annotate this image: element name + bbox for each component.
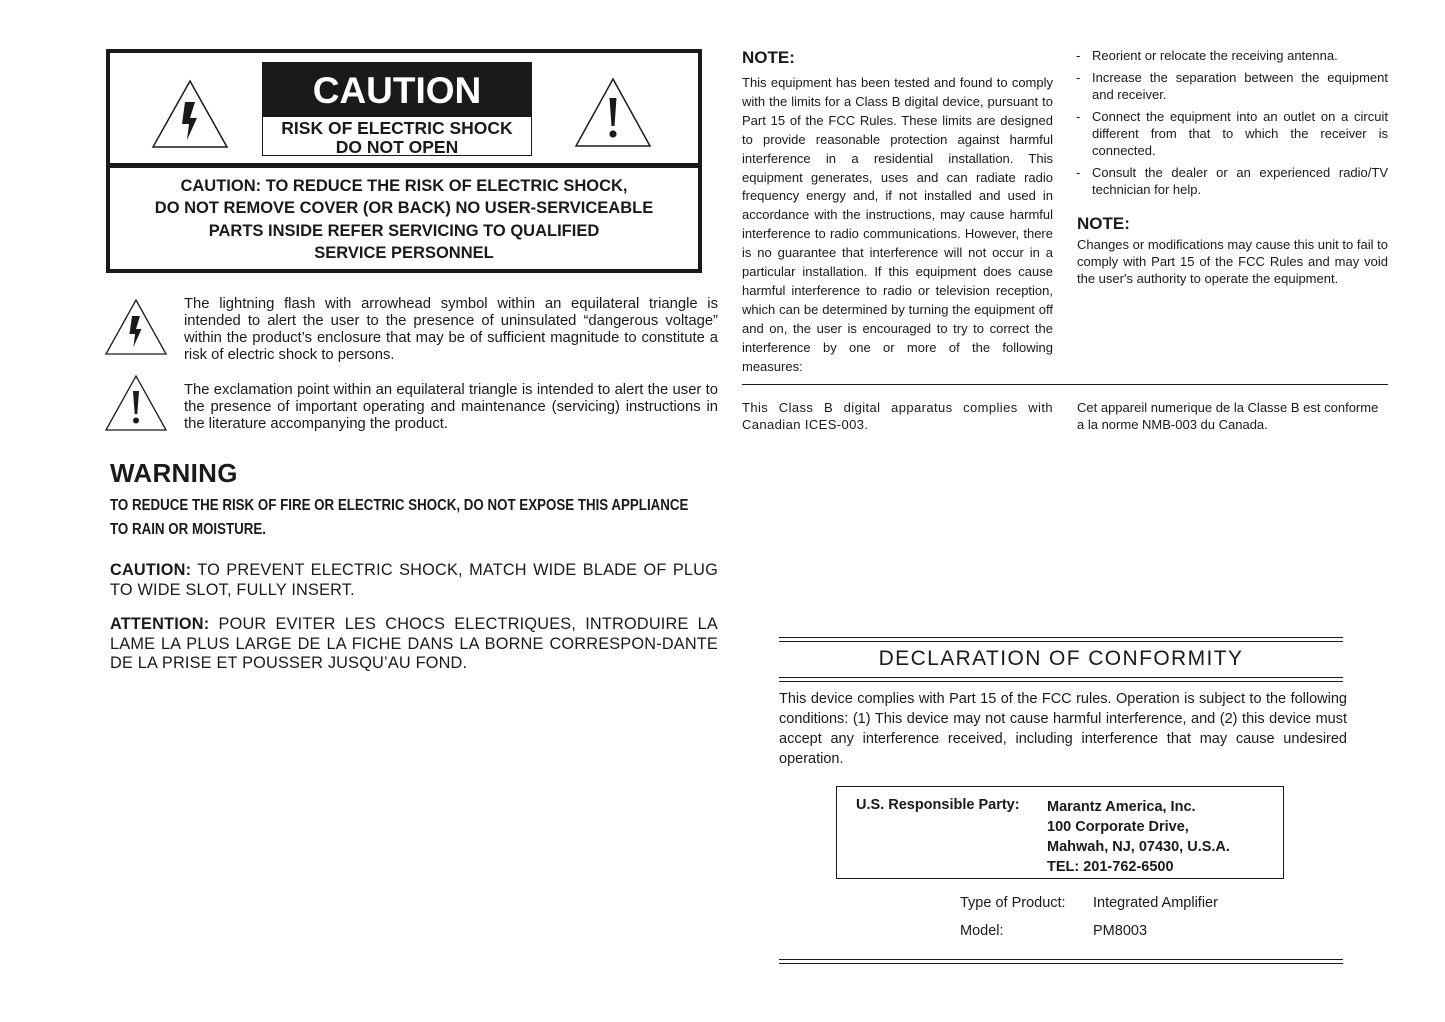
declaration-text: This device complies with Part 15 of the FCC rules. Operation is subject to the following conditions: (1) This device may not cause harmful interference, and (2) this device must accept any interference received, including interference that may cause undesired operation.	[779, 691, 1347, 767]
caution-banner-line: RISK OF ELECTRIC SHOCK	[281, 118, 513, 138]
measure-text: Consult the dealer or an experienced radio/TV technician for help.	[1092, 165, 1388, 197]
caution-instruction-line: CAUTION: TO REDUCE THE RISK OF ELECTRIC SHOCK,	[180, 177, 628, 195]
warning-title: WARNING	[110, 458, 238, 488]
exclamation-symbol-explanation	[104, 374, 718, 434]
list-item	[1076, 108, 1388, 159]
list-bullet: -	[1076, 48, 1081, 63]
exclamation-triangle-icon	[573, 76, 653, 149]
list-bullet: -	[1076, 165, 1081, 180]
address-line: 100 Corporate Drive,	[1047, 819, 1189, 835]
measure-text: Increase the separation between the equipment and receiver.	[1092, 70, 1388, 102]
list-item	[1076, 164, 1388, 198]
list-item	[1076, 69, 1388, 103]
plug-caution-paragraph	[110, 561, 718, 600]
plug-attention-paragraph	[110, 615, 718, 674]
caution-instruction-line: PARTS INSIDE REFER SERVICING TO QUALIFIED	[208, 221, 600, 240]
responsible-party-label: U.S. Responsible Party:	[856, 797, 1020, 813]
declaration-title: DECLARATION OF CONFORMITY	[878, 647, 1244, 670]
double-rule-under-title	[779, 677, 1343, 682]
list-item	[1076, 47, 1388, 64]
fcc-note2-title: NOTE:	[1077, 214, 1130, 233]
section-divider	[742, 384, 1388, 385]
caution-instruction-line: SERVICE PERSONNEL	[314, 243, 494, 262]
ices-statement-english: This Class B digital apparatus complies with Canadian ICES-003.	[742, 400, 1053, 432]
responsible-party-box	[836, 786, 1284, 879]
interference-measures-list	[1076, 47, 1388, 203]
fcc-note2-text: Changes or modifications may cause this unit to fail to comply with Part 15 of the FCC Rules and may void the user's authority to operate the equipment.	[1077, 237, 1388, 286]
responsible-party-address	[1047, 797, 1230, 877]
caution-instructions	[110, 175, 698, 264]
lightning-symbol-text: The lightning flash with arrowhead symbol within an equilateral triangle is intended to alert the user to the presence of uninsulated “dangerous voltage” within the product’s enclosure that may be of sufficient magnitude to constitute a risk of electric shock to persons.	[184, 296, 718, 363]
warning-text	[110, 494, 689, 542]
lightning-triangle-icon	[104, 298, 168, 356]
product-type-value: Integrated Amplifier	[1093, 895, 1218, 911]
exclamation-symbol-text: The exclamation point within an equilateral triangle is intended to alert the user to the presence of important operating and maintenance (servicing) instructions in the literature accompanying the product.	[184, 382, 718, 432]
double-rule-bottom	[779, 959, 1343, 964]
list-bullet: -	[1076, 70, 1081, 85]
plug-attention-text: POUR EVITER LES CHOCS ELECTRIQUES, INTRODUIRE LA LAME LA PLUS LARGE DE LA FICHE DANS LA BORNE CORRESPON-DANTE DE LA PRISE ET POUSSER JUSQU’AU FOND.	[110, 615, 718, 672]
measure-text: Reorient or relocate the receiving antenna.	[1092, 48, 1338, 63]
model-label: Model:	[960, 923, 1004, 939]
ices-statement-french: Cet appareil numerique de la Classe B est conforme a la norme NMB-003 du Canada.	[1077, 400, 1379, 432]
caution-banner-title: CAUTION	[263, 63, 531, 117]
double-rule-top	[779, 637, 1343, 642]
caution-banner-subtitle	[263, 117, 531, 157]
warning-line: TO REDUCE THE RISK OF FIRE OR ELECTRIC SHOCK, DO NOT EXPOSE THIS APPLIANCE	[110, 497, 689, 514]
caution-banner-line: DO NOT OPEN	[335, 137, 459, 157]
caution-label-top	[110, 53, 698, 168]
fcc-note-title: NOTE:	[742, 48, 795, 67]
lightning-symbol-explanation	[104, 296, 718, 366]
caution-label-box	[106, 49, 702, 273]
address-line: Marantz America, Inc.	[1047, 799, 1196, 815]
product-type-label: Type of Product:	[960, 895, 1066, 911]
fcc-note-text: This equipment has been tested and found to comply with the limits for a Class B digital device, pursuant to Part 15 of the FCC Rules. These limits are designed to provide reasonable protection against harmful interference in a residential installation. This equipment generates, uses and can radiate radio frequency energy and, if not installed and used in accordance with the instructions, may cause harmful interference to radio communications. However, there is no guarantee that interference will not occur in a particular installation. If this equipment does cause harmful interference to radio or television reception, which can be determined by turning the equipment off and on, the user is encouraged to try to correct the interference by one or more of the following measures:	[742, 75, 1053, 374]
caution-instruction-line: DO NOT REMOVE COVER (OR BACK) NO USER-SERVICEABLE	[154, 199, 654, 218]
exclamation-triangle-icon	[104, 374, 168, 432]
lightning-triangle-icon	[150, 78, 230, 150]
plug-attention-label: ATTENTION:	[110, 615, 210, 633]
plug-caution-label: CAUTION:	[110, 561, 192, 579]
warning-line: TO RAIN OR MOISTURE.	[110, 521, 267, 538]
measure-text: Connect the equipment into an outlet on a circuit different from that to which the receiver is connected.	[1092, 109, 1388, 158]
address-line: Mahwah, NJ, 07430, U.S.A.	[1047, 839, 1230, 855]
model-value: PM8003	[1093, 923, 1148, 939]
caution-banner	[262, 62, 532, 156]
list-bullet: -	[1076, 109, 1081, 124]
address-line: TEL: 201-762-6500	[1047, 859, 1174, 875]
plug-caution-text: TO PREVENT ELECTRIC SHOCK, MATCH WIDE BLADE OF PLUG TO WIDE SLOT, FULLY INSERT.	[110, 561, 718, 599]
